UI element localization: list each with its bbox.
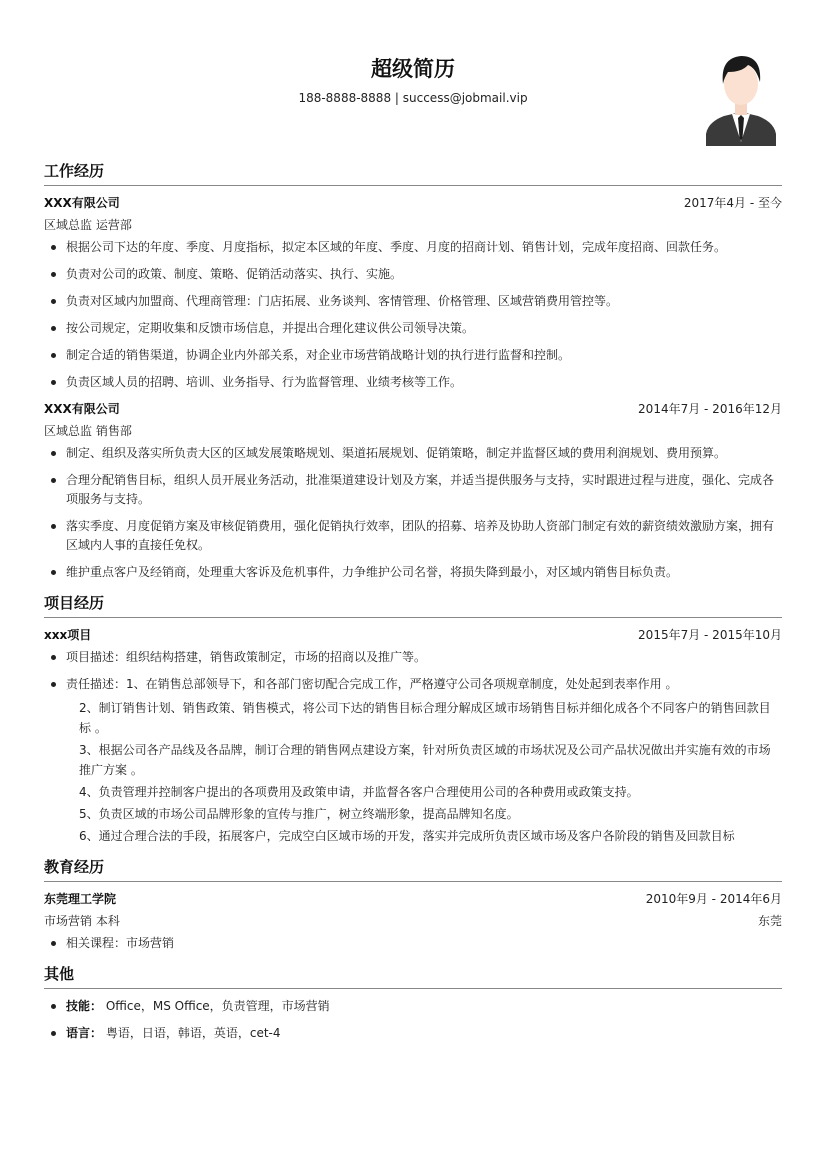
contact-info: 188-8888-8888 | success@jobmail.vip (298, 91, 528, 105)
resume-name: 超级简历 (371, 57, 455, 81)
bullet-list (44, 648, 782, 694)
languages-value: 粤语，日语，韩语，英语，cet-4 (105, 1026, 281, 1040)
project-section-title: 项目经历 (44, 592, 782, 618)
skills-value: Office，MS Office，负责管理，市场营销 (105, 999, 330, 1013)
responsibility-line: 5、负责区域的市场公司品牌形象的宣传与推广，树立终端形象，提高品牌知名度。 (79, 807, 519, 821)
avatar-icon (704, 52, 778, 146)
languages-label: 语言： (66, 1026, 103, 1040)
bullet-item: 相关课程：市场营销 (44, 934, 782, 953)
responsibility-line: 6、通过合理合法的手段，拓展客户，完成空白区域市场的开发，落实并完成所负责区域市场及客户各阶段的销售及回款目标 (79, 829, 735, 843)
project-section (44, 592, 782, 846)
bullet-list (44, 997, 782, 1043)
degree: 市场营销 本科 (44, 914, 120, 928)
bullet-item: 按公司规定，定期收集和反馈市场信息，并提出合理化建议供公司领导决策。 (44, 319, 782, 338)
other-section (44, 963, 782, 1043)
job-role: 区域总监 运营部 (44, 218, 132, 232)
work-entry (44, 400, 782, 582)
date-range: 2017年4月 - 至今 (683, 196, 782, 210)
bullet-item: 落实季度、月度促销方案及审核促销费用，强化促销执行效率，团队的招募、培养及协助人资部门制定有效的薪资绩效激励方案，拥有区域内人事的直接任免权。 (44, 517, 782, 555)
bullet-item: 负责区域人员的招聘、培训、业务指导、行为监督管理、业绩考核等工作。 (44, 373, 782, 392)
skills-label: 技能： (66, 999, 103, 1013)
bullet-item: 责任描述：1、在销售总部领导下，和各部门密切配合完成工作，严格遵守公司各项规章制度，处处起到表率作用 。 (44, 675, 782, 694)
bullet-item: 维护重点客户及经销商，处理重大客诉及危机事件，力争维护公司名誉，将损失降到最小，对区域内销售目标负责。 (44, 563, 782, 582)
project-entry (44, 626, 782, 846)
responsibility-lines (44, 698, 782, 846)
date-range: 2010年9月 - 2014年6月 (645, 892, 782, 906)
bullet-item: 项目描述：组织结构搭建，销售政策制定，市场的招商以及推广等。 (44, 648, 782, 667)
skills-item (44, 997, 782, 1016)
project-name: xxx项目 (44, 628, 92, 642)
responsibility-line: 4、负责管理并控制客户提出的各项费用及政策申请，并监督各客户合理使用公司的各种费用或政策支持。 (79, 785, 639, 799)
other-section-title: 其他 (44, 963, 782, 989)
bullet-item: 合理分配销售目标，组织人员开展业务活动，批准渠道建设计划及方案，并适当提供服务与支持，实时跟进过程与进度，强化、完成各项服务与支持。 (44, 471, 782, 509)
bullet-item: 负责对公司的政策、制度、策略、促销活动落实、执行、实施。 (44, 265, 782, 284)
education-entry (44, 890, 782, 953)
school-name: 东莞理工学院 (44, 892, 117, 906)
education-section-title: 教育经历 (44, 856, 782, 882)
work-entry (44, 194, 782, 392)
company-name: XXX有限公司 (44, 196, 120, 210)
bullet-item: 负责对区域内加盟商、代理商管理：门店拓展、业务谈判、客情管理、价格管理、区域营销费用管控等。 (44, 292, 782, 311)
bullet-list (44, 444, 782, 582)
work-section-title: 工作经历 (44, 160, 782, 186)
bullet-item: 制定合适的销售渠道，协调企业内外部关系，对企业市场营销战略计划的执行进行监督和控制。 (44, 346, 782, 365)
bullet-list (44, 238, 782, 392)
date-range: 2014年7月 - 2016年12月 (638, 402, 782, 416)
education-section (44, 856, 782, 953)
bullet-item: 根据公司下达的年度、季度、月度指标，拟定本区域的年度、季度、月度的招商计划、销售计划，完成年度招商、回款任务。 (44, 238, 782, 257)
responsibility-line: 2、制订销售计划、销售政策、销售模式，将公司下达的销售目标合理分解成区域市场销售目标并细化成各个不同客户的销售回款目标 。 (79, 701, 771, 735)
bullet-list (44, 934, 782, 953)
resume-header (44, 0, 782, 150)
work-section (44, 160, 782, 582)
date-range: 2015年7月 - 2015年10月 (638, 628, 782, 642)
bullet-item: 制定、组织及落实所负责大区的区域发展策略规划、渠道拓展规划、促销策略，制定并监督区域的费用利润规划、费用预算。 (44, 444, 782, 463)
job-role: 区域总监 销售部 (44, 424, 132, 438)
responsibility-line: 3、根据公司各产品线及各品牌，制订合理的销售网点建设方案，针对所负责区域的市场状况及公司产品状况做出并实施有效的市场推广方案 。 (79, 743, 771, 777)
resume-page (44, 0, 782, 1051)
company-name: XXX有限公司 (44, 402, 120, 416)
languages-item (44, 1024, 782, 1043)
location: 东莞 (757, 914, 782, 928)
